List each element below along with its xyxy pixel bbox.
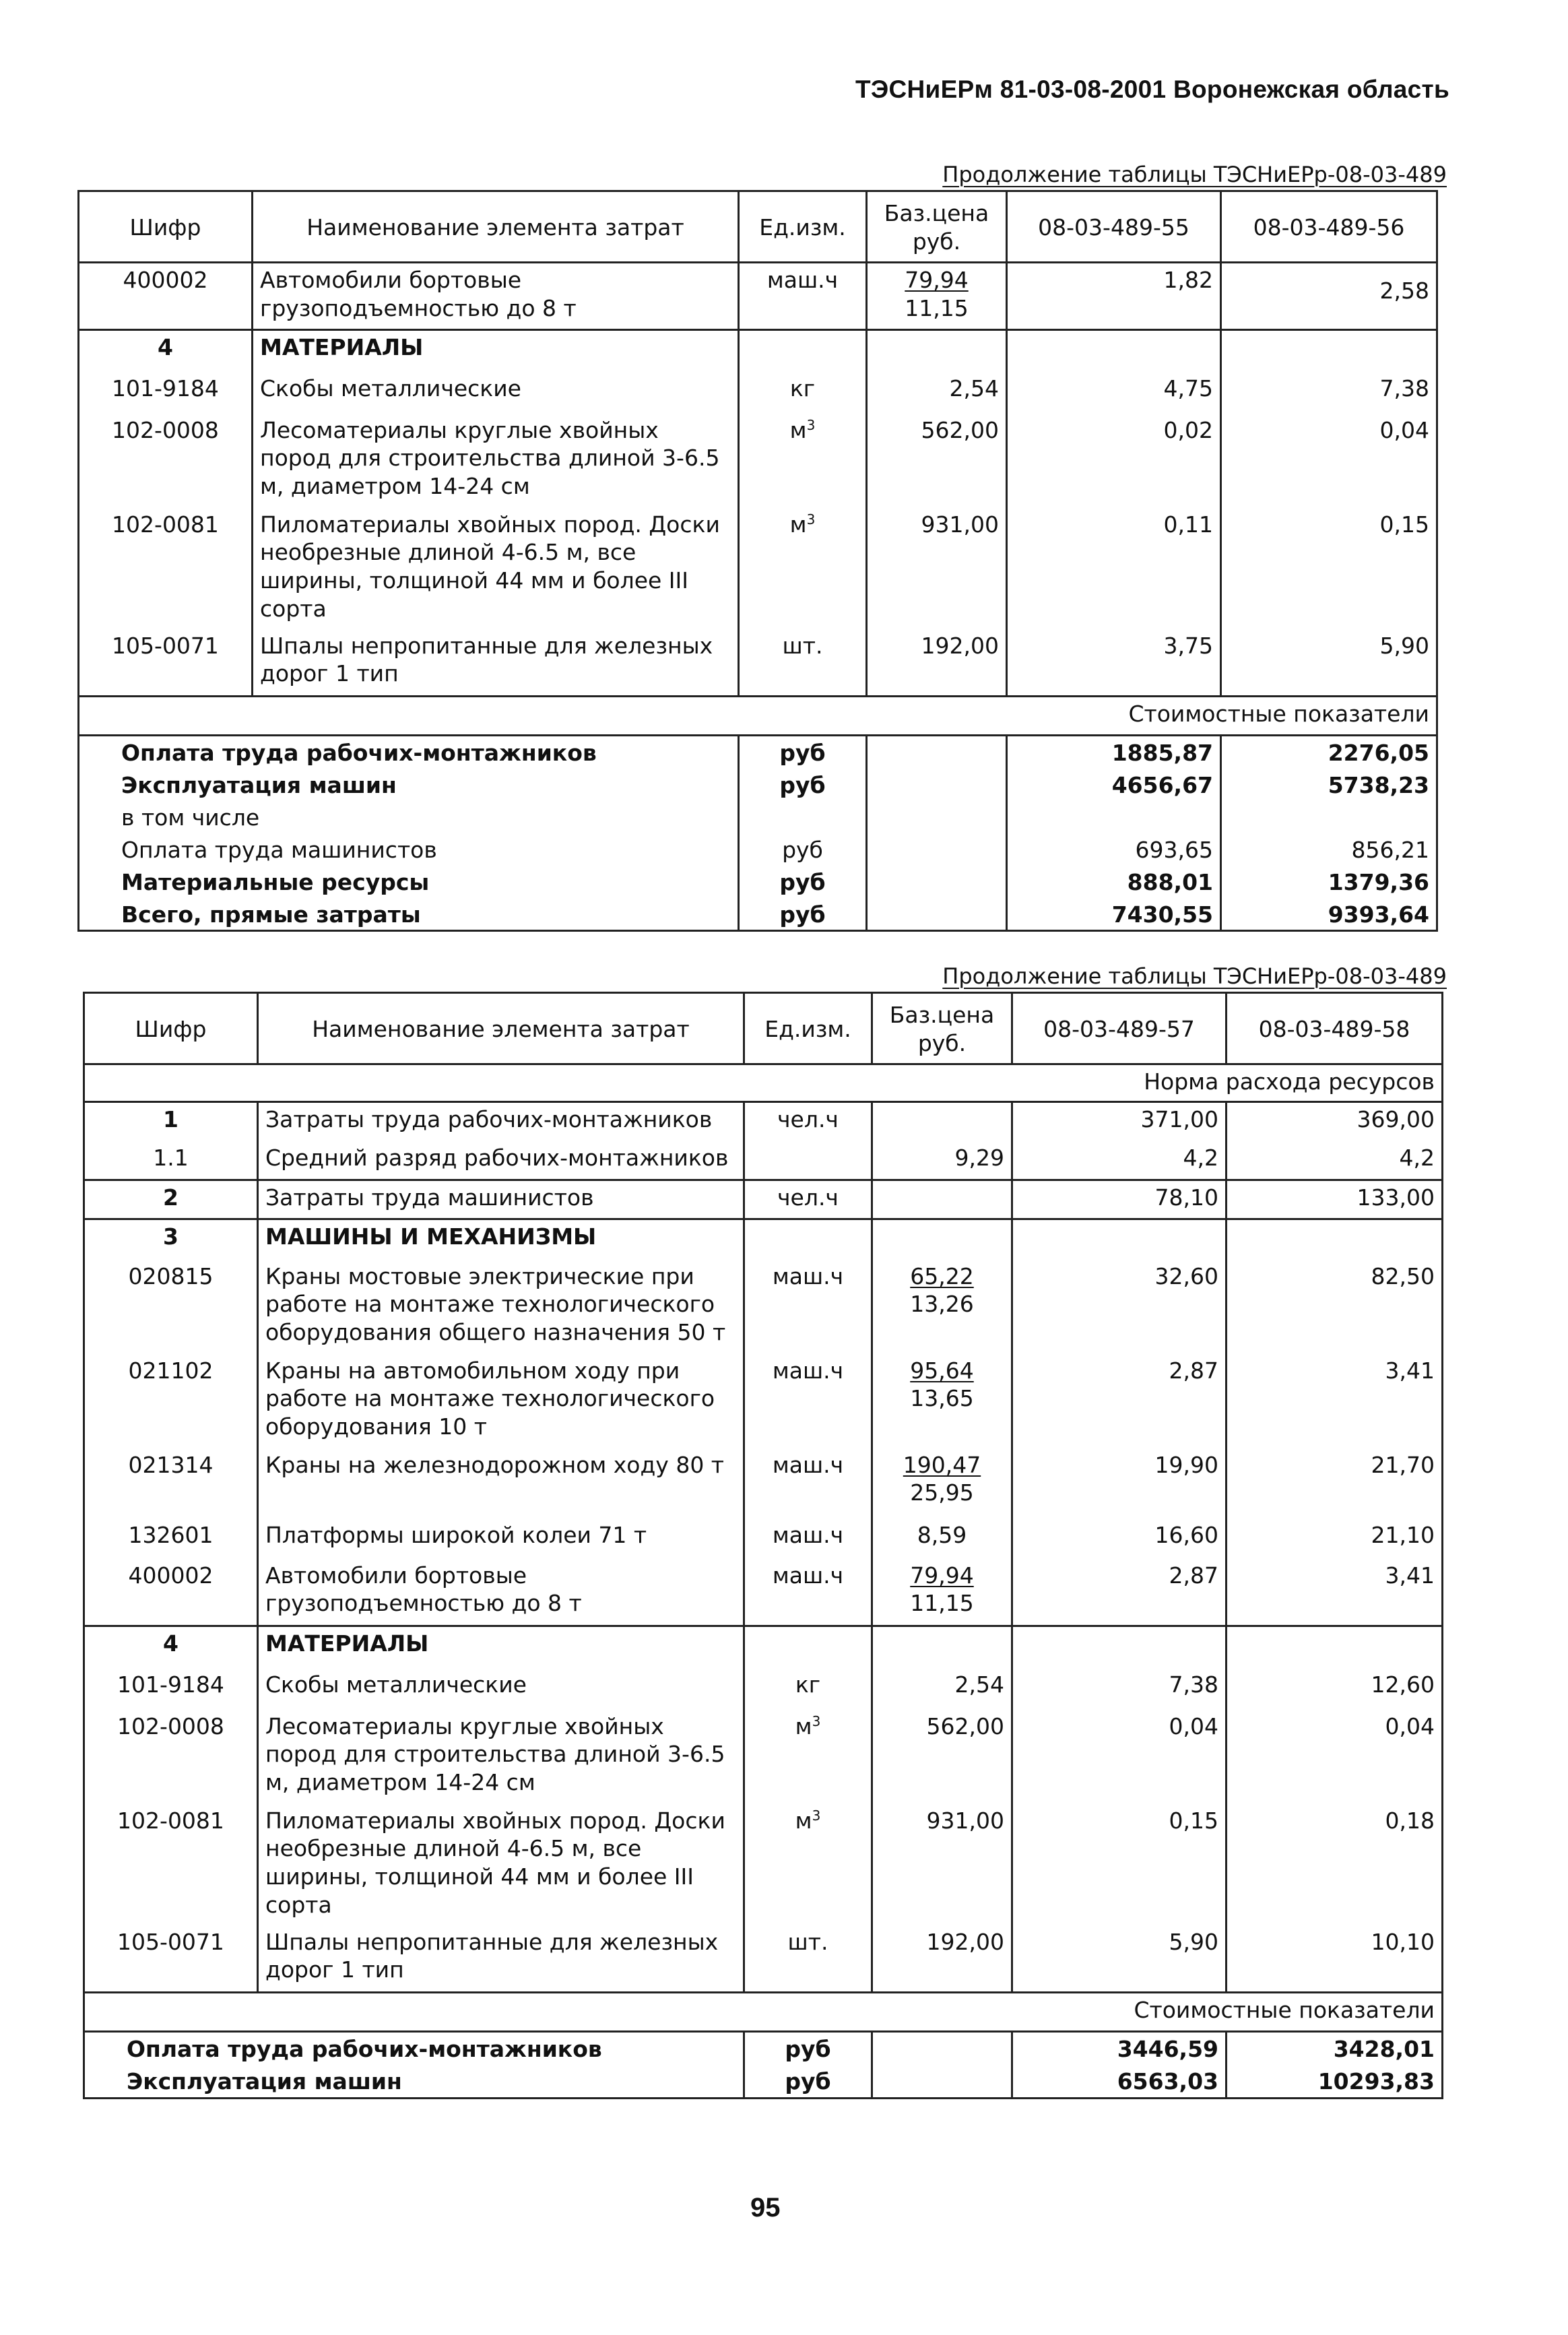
row-value-1: 7,38 bbox=[1012, 1668, 1227, 1710]
row-unit: чел.ч bbox=[744, 1180, 872, 1219]
row-value-1: 4,2 bbox=[1012, 1141, 1227, 1180]
row-unit: маш.ч bbox=[744, 1260, 872, 1354]
row-value-2: 82,50 bbox=[1227, 1260, 1443, 1354]
table-row bbox=[84, 1559, 1443, 1626]
total-value-1: 4656,67 bbox=[1007, 769, 1221, 801]
table1 bbox=[77, 190, 1438, 932]
price-secondary: 13,65 bbox=[910, 1385, 974, 1412]
row-value-1: 0,11 bbox=[1007, 508, 1221, 629]
row-code: 020815 bbox=[84, 1260, 258, 1354]
total-row bbox=[79, 736, 1437, 769]
row-name: Краны мостовые электрические при работе на монтаже технологического оборудования общего назначения 50 т bbox=[258, 1260, 744, 1354]
row-value-1: 0,04 bbox=[1012, 1710, 1227, 1804]
row-name: Лесоматериалы круглые хвойных пород для строительства длиной 3-6.5 м, диаметром 14-24 см bbox=[253, 414, 739, 508]
row-value-2: 3,41 bbox=[1227, 1559, 1443, 1626]
row-value-2: 3,41 bbox=[1227, 1354, 1443, 1448]
total-row bbox=[84, 2032, 1443, 2065]
table1-header-row bbox=[79, 191, 1437, 263]
total-unit: руб bbox=[739, 898, 867, 931]
cost-header-row bbox=[84, 1993, 1443, 2032]
row-code: 101-9184 bbox=[79, 372, 253, 414]
row-value-2: 7,38 bbox=[1221, 372, 1437, 414]
col-header-name: Наименование элемента затрат bbox=[253, 191, 739, 263]
total-row bbox=[79, 833, 1437, 866]
row-code: 102-0008 bbox=[84, 1710, 258, 1804]
document-header-title: ТЭСНиЕРм 81-03-08-2001 Воронежская область bbox=[855, 75, 1449, 103]
page-number: 95 bbox=[750, 2193, 781, 2222]
section-row bbox=[79, 330, 1437, 372]
norm-header-row bbox=[84, 1064, 1443, 1102]
table-row bbox=[84, 1354, 1443, 1448]
row-value-1: 2,87 bbox=[1012, 1354, 1227, 1448]
row-unit: шт. bbox=[739, 629, 867, 697]
row-value-2: 21,10 bbox=[1227, 1518, 1443, 1559]
table-row bbox=[84, 1710, 1443, 1804]
row-value-2: 2,58 bbox=[1221, 263, 1437, 330]
norm-section-header: Норма расхода ресурсов bbox=[84, 1064, 1443, 1102]
row-price: 562,00 bbox=[872, 1710, 1012, 1804]
price-main: 95,64 bbox=[910, 1357, 974, 1384]
price-main: 190,47 bbox=[903, 1451, 981, 1478]
total-label: Оплата труда рабочих-монтажников bbox=[84, 2032, 744, 2065]
row-value-2: 0,04 bbox=[1221, 414, 1437, 508]
col-header-unit: Ед.изм. bbox=[744, 993, 872, 1064]
price-secondary: 11,15 bbox=[910, 1590, 974, 1617]
row-value-1: 0,15 bbox=[1012, 1804, 1227, 1925]
cost-section-header: Стоимостные показатели bbox=[79, 697, 1437, 736]
row-value-1: 32,60 bbox=[1012, 1260, 1227, 1354]
row-price: 931,00 bbox=[872, 1804, 1012, 1925]
row-unit: шт. bbox=[744, 1925, 872, 1993]
row-price bbox=[872, 1260, 1012, 1354]
row-price bbox=[867, 263, 1007, 330]
total-label: в том числе bbox=[79, 801, 739, 833]
section-code: 3 bbox=[84, 1219, 258, 1260]
row-unit: $м^3$ bbox=[739, 508, 867, 629]
table2-continuation-caption: Продолжение таблицы ТЭСНиЕРр-08-03-489 bbox=[942, 963, 1447, 989]
row-value-1: 4,75 bbox=[1007, 372, 1221, 414]
col-header-name: Наименование элемента затрат bbox=[258, 993, 744, 1064]
row-name: Шпалы непропитанные для железных дорог 1 тип bbox=[258, 1925, 744, 1993]
total-value-1: 693,65 bbox=[1007, 833, 1221, 866]
total-value-2: 1379,36 bbox=[1221, 866, 1437, 898]
total-unit: руб bbox=[739, 866, 867, 898]
total-value-1: 888,01 bbox=[1007, 866, 1221, 898]
row-value-1: 0,02 bbox=[1007, 414, 1221, 508]
row-code: 102-0081 bbox=[84, 1804, 258, 1925]
price-main: 79,94 bbox=[905, 267, 969, 293]
total-label: Оплата труда рабочих-монтажников bbox=[79, 736, 739, 769]
row-price: 2,54 bbox=[872, 1668, 1012, 1710]
total-label: Эксплуатация машин bbox=[79, 769, 739, 801]
col-header-code: Шифр bbox=[84, 993, 258, 1064]
total-value-2: 5738,23 bbox=[1221, 769, 1437, 801]
table-row bbox=[79, 508, 1437, 629]
table2 bbox=[83, 992, 1443, 2099]
row-name: Средний разряд рабочих-монтажников bbox=[258, 1141, 744, 1180]
total-unit: руб bbox=[739, 833, 867, 866]
row-price: 192,00 bbox=[867, 629, 1007, 697]
row-price: 192,00 bbox=[872, 1925, 1012, 1993]
row-price bbox=[872, 1448, 1012, 1518]
row-unit: маш.ч bbox=[744, 1559, 872, 1626]
row-code: 400002 bbox=[79, 263, 253, 330]
price-secondary: 11,15 bbox=[905, 294, 969, 321]
row-unit: маш.ч bbox=[744, 1354, 872, 1448]
table-row bbox=[84, 1925, 1443, 1993]
total-row bbox=[79, 898, 1437, 931]
table-row bbox=[84, 1260, 1443, 1354]
total-row bbox=[79, 769, 1437, 801]
col-header-code-58: 08-03-489-58 bbox=[1227, 993, 1443, 1064]
total-value-2: 10293,83 bbox=[1227, 2065, 1443, 2098]
total-value-1: 1885,87 bbox=[1007, 736, 1221, 769]
row-code: 105-0071 bbox=[79, 629, 253, 697]
total-row bbox=[79, 801, 1437, 833]
row-code: 1.1 bbox=[84, 1141, 258, 1180]
col-header-unit: Ед.изм. bbox=[739, 191, 867, 263]
col-header-price: Баз.цена руб. bbox=[867, 191, 1007, 263]
total-unit: руб bbox=[739, 769, 867, 801]
col-header-price: Баз.цена руб. bbox=[872, 993, 1012, 1064]
price-secondary: 25,95 bbox=[910, 1479, 974, 1506]
section-title: МАШИНЫ И МЕХАНИЗМЫ bbox=[258, 1219, 744, 1260]
row-value-2: 10,10 bbox=[1227, 1925, 1443, 1993]
total-row bbox=[84, 2065, 1443, 2098]
row-price: 9,29 bbox=[872, 1141, 1012, 1180]
col-header-code-55: 08-03-489-55 bbox=[1007, 191, 1221, 263]
row-name: Затраты труда рабочих-монтажников bbox=[258, 1102, 744, 1141]
table-row bbox=[84, 1102, 1443, 1141]
row-unit: $м^3$ bbox=[744, 1804, 872, 1925]
col-header-code-56: 08-03-489-56 bbox=[1221, 191, 1437, 263]
row-value-2: 5,90 bbox=[1221, 629, 1437, 697]
total-value-2: 2276,05 bbox=[1221, 736, 1437, 769]
section-row bbox=[84, 1626, 1443, 1668]
row-unit: чел.ч bbox=[744, 1102, 872, 1141]
total-value-2: 3428,01 bbox=[1227, 2032, 1443, 2065]
row-unit: кг bbox=[744, 1668, 872, 1710]
col-header-code: Шифр bbox=[79, 191, 253, 263]
row-value-1: 5,90 bbox=[1012, 1925, 1227, 1993]
section-row bbox=[84, 1219, 1443, 1260]
row-name: Затраты труда машинистов bbox=[258, 1180, 744, 1219]
row-price: 931,00 bbox=[867, 508, 1007, 629]
table-row bbox=[84, 1141, 1443, 1180]
row-code: 101-9184 bbox=[84, 1668, 258, 1710]
row-name: Автомобили бортовые грузоподъемностью до 8 т bbox=[253, 263, 739, 330]
row-value-2: 369,00 bbox=[1227, 1102, 1443, 1141]
row-value-1: 2,87 bbox=[1012, 1559, 1227, 1626]
row-value-1: 371,00 bbox=[1012, 1102, 1227, 1141]
row-value-2: 0,04 bbox=[1227, 1710, 1443, 1804]
row-value-1: 78,10 bbox=[1012, 1180, 1227, 1219]
table-row bbox=[79, 414, 1437, 508]
row-price: 8,59 bbox=[872, 1518, 1012, 1559]
row-name: Платформы широкой колеи 71 т bbox=[258, 1518, 744, 1559]
row-value-2: 133,00 bbox=[1227, 1180, 1443, 1219]
total-row bbox=[79, 866, 1437, 898]
price-main: 79,94 bbox=[910, 1562, 974, 1589]
row-unit: $м^3$ bbox=[739, 414, 867, 508]
row-name: Шпалы непропитанные для железных дорог 1 тип bbox=[253, 629, 739, 697]
row-name: Пиломатериалы хвойных пород. Доски необрезные длиной 4-6.5 м, все ширины, толщиной 44 мм и более III сорта bbox=[253, 508, 739, 629]
row-value-1: 16,60 bbox=[1012, 1518, 1227, 1559]
table-row bbox=[79, 629, 1437, 697]
total-value-1: 3446,59 bbox=[1012, 2032, 1227, 2065]
table-row bbox=[84, 1804, 1443, 1925]
row-unit: $м^3$ bbox=[744, 1710, 872, 1804]
col-header-code-57: 08-03-489-57 bbox=[1012, 993, 1227, 1064]
row-name: Лесоматериалы круглые хвойных пород для строительства длиной 3-6.5 м, диаметром 14-24 см bbox=[258, 1710, 744, 1804]
row-value-1: 1,82 bbox=[1007, 263, 1221, 330]
total-unit: руб bbox=[739, 736, 867, 769]
section-code: 4 bbox=[84, 1626, 258, 1668]
row-name: Краны на железнодорожном ходу 80 т bbox=[258, 1448, 744, 1518]
row-name: Скобы металлические bbox=[258, 1668, 744, 1710]
row-value-2: 4,2 bbox=[1227, 1141, 1443, 1180]
row-code: 1 bbox=[84, 1102, 258, 1141]
row-price: 2,54 bbox=[867, 372, 1007, 414]
row-code: 021314 bbox=[84, 1448, 258, 1518]
total-label: Всего, прямые затраты bbox=[79, 898, 739, 931]
total-value-2: 856,21 bbox=[1221, 833, 1437, 866]
section-title: МАТЕРИАЛЫ bbox=[258, 1626, 744, 1668]
row-code: 102-0008 bbox=[79, 414, 253, 508]
table1-continuation-caption: Продолжение таблицы ТЭСНиЕРр-08-03-489 bbox=[942, 162, 1447, 187]
section-title: МАТЕРИАЛЫ bbox=[253, 330, 739, 372]
table-row bbox=[84, 1668, 1443, 1710]
total-value-1: 7430,55 bbox=[1007, 898, 1221, 931]
row-price: 562,00 bbox=[867, 414, 1007, 508]
total-unit: руб bbox=[744, 2065, 872, 2098]
row-value-1: 19,90 bbox=[1012, 1448, 1227, 1518]
table-row bbox=[79, 372, 1437, 414]
row-name: Скобы металлические bbox=[253, 372, 739, 414]
row-code: 2 bbox=[84, 1180, 258, 1219]
total-label: Оплата труда машинистов bbox=[79, 833, 739, 866]
total-value-2: 9393,64 bbox=[1221, 898, 1437, 931]
table-row bbox=[79, 263, 1437, 330]
row-value-2: 21,70 bbox=[1227, 1448, 1443, 1518]
row-unit: маш.ч bbox=[739, 263, 867, 330]
total-label: Эксплуатация машин bbox=[84, 2065, 744, 2098]
row-value-2: 0,18 bbox=[1227, 1804, 1443, 1925]
row-price bbox=[872, 1559, 1012, 1626]
row-name: Краны на автомобильном ходу при работе на монтаже технологического оборудования 10 т bbox=[258, 1354, 744, 1448]
row-value-2: 12,60 bbox=[1227, 1668, 1443, 1710]
row-value-1: 3,75 bbox=[1007, 629, 1221, 697]
row-name: Пиломатериалы хвойных пород. Доски необрезные длиной 4-6.5 м, все ширины, толщиной 44 мм и более III сорта bbox=[258, 1804, 744, 1925]
row-code: 400002 bbox=[84, 1559, 258, 1626]
row-name: Автомобили бортовые грузоподъемностью до 8 т bbox=[258, 1559, 744, 1626]
row-code: 132601 bbox=[84, 1518, 258, 1559]
row-code: 102-0081 bbox=[79, 508, 253, 629]
table-row bbox=[84, 1448, 1443, 1518]
row-code: 021102 bbox=[84, 1354, 258, 1448]
cost-header-row bbox=[79, 697, 1437, 736]
table2-header-row bbox=[84, 993, 1443, 1064]
price-main: 65,22 bbox=[910, 1262, 974, 1289]
total-value-1: 6563,03 bbox=[1012, 2065, 1227, 2098]
total-unit: руб bbox=[744, 2032, 872, 2065]
row-unit: маш.ч bbox=[744, 1518, 872, 1559]
price-secondary: 13,26 bbox=[910, 1291, 974, 1318]
row-unit: маш.ч bbox=[744, 1448, 872, 1518]
row-unit: кг bbox=[739, 372, 867, 414]
section-code: 4 bbox=[79, 330, 253, 372]
table-row bbox=[84, 1518, 1443, 1559]
total-label: Материальные ресурсы bbox=[79, 866, 739, 898]
table-row bbox=[84, 1180, 1443, 1219]
row-price bbox=[872, 1354, 1012, 1448]
cost-section-header: Стоимостные показатели bbox=[84, 1993, 1443, 2032]
row-code: 105-0071 bbox=[84, 1925, 258, 1993]
row-value-2: 0,15 bbox=[1221, 508, 1437, 629]
